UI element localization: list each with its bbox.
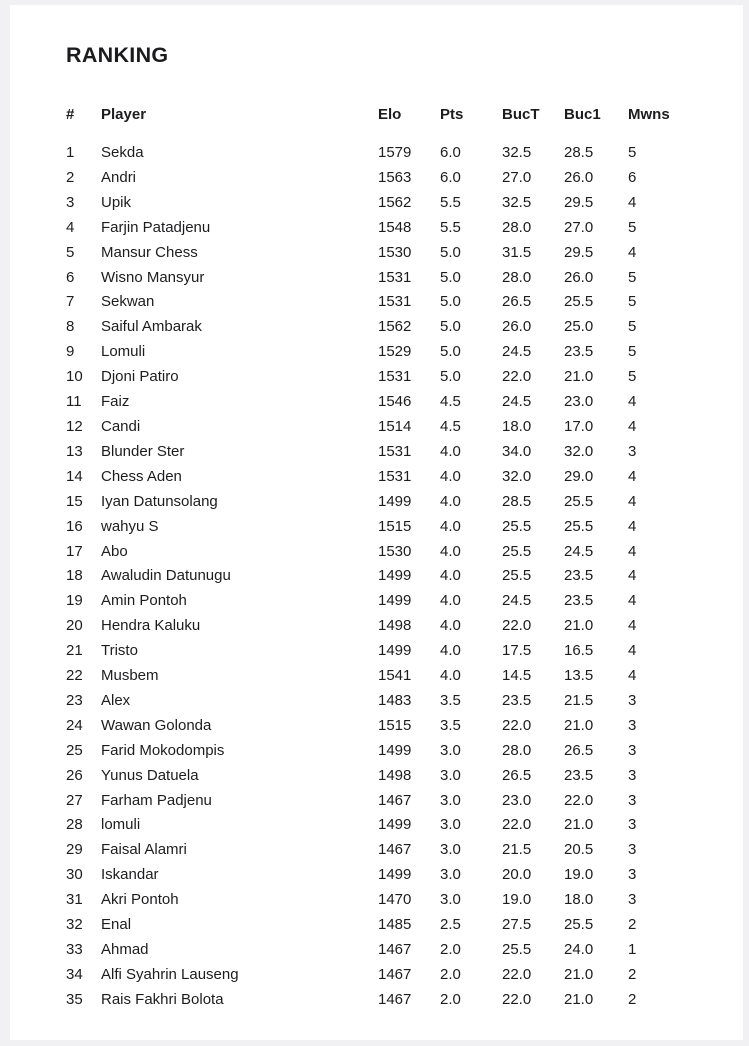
cell-player: Abo — [101, 542, 128, 560]
cell-mwns: 5 — [628, 218, 637, 236]
cell-player: Akri Pontoh — [101, 891, 179, 909]
table-row — [66, 241, 688, 266]
cell-buc1: 26.0 — [564, 168, 594, 186]
cell-mwns: 4 — [628, 467, 637, 485]
cell-elo: 1530 — [378, 243, 412, 261]
cell-elo: 1562 — [378, 318, 412, 336]
cell-elo: 1530 — [378, 542, 412, 560]
cell-player: Amin Pontoh — [101, 592, 187, 610]
cell-buct: 18.0 — [502, 417, 532, 435]
cell-pts: 4.5 — [440, 417, 461, 435]
cell-buct: 21.5 — [502, 841, 532, 859]
cell-elo: 1467 — [378, 791, 412, 809]
cell-pts: 3.0 — [440, 741, 461, 759]
cell-mwns: 4 — [628, 667, 637, 685]
table-row — [66, 266, 688, 291]
cell-buct: 23.0 — [502, 791, 532, 809]
table-row — [66, 540, 688, 565]
cell-elo: 1541 — [378, 667, 412, 685]
cell-mwns: 6 — [628, 168, 637, 186]
cell-player: Wawan Golonda — [101, 716, 212, 734]
cell-elo: 1499 — [378, 567, 412, 585]
cell-mwns: 3 — [628, 791, 637, 809]
ranking-table — [66, 103, 688, 1013]
cell-buc1: 21.0 — [564, 965, 594, 983]
cell-pts: 4.0 — [440, 467, 461, 485]
cell-elo: 1467 — [378, 841, 412, 859]
cell-player: Alfi Syahrin Lauseng — [101, 965, 239, 983]
cell-pts: 4.0 — [440, 542, 461, 560]
table-row — [66, 490, 688, 515]
cell-player: Sekda — [101, 144, 144, 161]
cell-buc1: 25.5 — [564, 492, 594, 510]
cell-buc1: 24.0 — [564, 941, 594, 958]
cell-player: Upik — [101, 193, 132, 211]
cell-elo: 1529 — [378, 343, 412, 361]
cell-buct: 28.0 — [502, 741, 532, 759]
table-row — [66, 838, 688, 863]
cell-pts: 4.0 — [440, 642, 461, 660]
cell-buct: 24.5 — [502, 592, 532, 610]
cell-rank: 24 — [66, 716, 83, 734]
table-row — [66, 564, 688, 589]
cell-mwns: 5 — [628, 343, 637, 361]
cell-buc1: 21.0 — [564, 716, 594, 734]
cell-buc1: 21.0 — [564, 816, 594, 834]
cell-buct: 22.0 — [502, 990, 532, 1008]
cell-mwns: 3 — [628, 716, 637, 734]
cell-rank: 33 — [66, 941, 83, 958]
cell-buct: 14.5 — [502, 667, 532, 685]
cell-pts: 5.0 — [440, 368, 461, 386]
cell-buct: 23.5 — [502, 691, 532, 709]
cell-buc1: 23.5 — [564, 592, 594, 610]
cell-pts: 4.0 — [440, 442, 461, 460]
table-row — [66, 216, 688, 241]
cell-rank: 1 — [66, 144, 75, 161]
cell-buct: 25.5 — [502, 941, 532, 958]
cell-elo: 1483 — [378, 691, 412, 709]
cell-pts: 4.0 — [440, 517, 461, 535]
cell-pts: 6.0 — [440, 168, 461, 186]
table-row — [66, 315, 688, 340]
cell-player: Rais Fakhri Bolota — [101, 990, 224, 1008]
cell-elo: 1531 — [378, 268, 412, 286]
cell-elo: 1499 — [378, 741, 412, 759]
cell-player: Saiful Ambarak — [101, 318, 202, 336]
table-row — [66, 166, 688, 191]
cell-mwns: 2 — [628, 990, 637, 1008]
cell-buct: 32.5 — [502, 144, 532, 161]
table-row — [66, 863, 688, 888]
cell-rank: 20 — [66, 617, 83, 635]
table-row — [66, 589, 688, 614]
cell-mwns: 4 — [628, 617, 637, 635]
cell-buct: 28.0 — [502, 268, 532, 286]
cell-buct: 26.0 — [502, 318, 532, 336]
cell-buc1: 29.0 — [564, 467, 594, 485]
cell-rank: 22 — [66, 667, 83, 685]
cell-elo: 1499 — [378, 866, 412, 884]
cell-buc1: 26.5 — [564, 741, 594, 759]
cell-buc1: 32.0 — [564, 442, 594, 460]
cell-mwns: 5 — [628, 318, 637, 336]
cell-mwns: 4 — [628, 492, 637, 510]
cell-rank: 2 — [66, 168, 75, 186]
cell-mwns: 3 — [628, 841, 637, 859]
cell-buct: 22.0 — [502, 965, 532, 983]
cell-rank: 17 — [66, 542, 83, 560]
cell-elo: 1531 — [378, 293, 412, 311]
cell-rank: 4 — [66, 218, 75, 236]
cell-mwns: 3 — [628, 866, 637, 884]
cell-pts: 4.0 — [440, 667, 461, 685]
cell-mwns: 5 — [628, 268, 637, 286]
cell-pts: 4.0 — [440, 617, 461, 635]
cell-buc1: 29.5 — [564, 243, 594, 261]
cell-player: wahyu S — [101, 517, 159, 535]
column-header-player: Player — [101, 106, 147, 123]
cell-elo: 1467 — [378, 941, 412, 958]
cell-elo: 1563 — [378, 168, 412, 186]
cell-rank: 31 — [66, 891, 83, 909]
table-row — [66, 714, 688, 739]
table-row — [66, 365, 688, 390]
cell-elo: 1499 — [378, 492, 412, 510]
cell-player: Farjin Patadjenu — [101, 218, 211, 236]
cell-pts: 5.5 — [440, 218, 461, 236]
cell-buc1: 25.5 — [564, 916, 594, 934]
cell-buct: 22.0 — [502, 617, 532, 635]
cell-pts: 2.5 — [440, 916, 461, 934]
cell-mwns: 4 — [628, 393, 637, 411]
table-row — [66, 938, 688, 963]
cell-buct: 25.5 — [502, 517, 532, 535]
cell-mwns: 4 — [628, 567, 637, 585]
cell-player: Djoni Patiro — [101, 368, 179, 386]
cell-buc1: 27.0 — [564, 218, 594, 236]
cell-rank: 18 — [66, 567, 83, 585]
cell-player: Musbem — [101, 667, 159, 685]
cell-rank: 26 — [66, 766, 83, 784]
cell-mwns: 3 — [628, 816, 637, 834]
cell-mwns: 2 — [628, 965, 637, 983]
cell-buct: 26.5 — [502, 293, 532, 311]
table-row — [66, 664, 688, 689]
cell-elo: 1562 — [378, 193, 412, 211]
cell-rank: 28 — [66, 816, 83, 834]
cell-rank: 11 — [66, 393, 82, 411]
cell-buct: 25.5 — [502, 542, 532, 560]
cell-player: Farid Mokodompis — [101, 741, 225, 759]
cell-player: Yunus Datuela — [101, 766, 199, 784]
cell-elo: 1499 — [378, 642, 412, 660]
cell-buct: 20.0 — [502, 866, 532, 884]
cell-pts: 5.0 — [440, 243, 461, 261]
cell-player: Lomuli — [101, 343, 146, 361]
cell-player: Iyan Datunsolang — [101, 492, 218, 510]
cell-elo: 1498 — [378, 766, 412, 784]
cell-rank: 23 — [66, 691, 83, 709]
cell-elo: 1531 — [378, 368, 412, 386]
cell-rank: 30 — [66, 866, 83, 884]
cell-buct: 28.0 — [502, 218, 532, 236]
cell-pts: 5.0 — [440, 293, 461, 311]
cell-mwns: 5 — [628, 293, 637, 311]
table-row — [66, 440, 688, 465]
cell-pts: 3.0 — [440, 841, 461, 859]
cell-rank: 15 — [66, 492, 83, 510]
column-header-buct: BucT — [502, 106, 540, 123]
table-row — [66, 988, 688, 1013]
cell-buc1: 23.5 — [564, 343, 594, 361]
cell-rank: 10 — [66, 368, 83, 386]
cell-buct: 22.0 — [502, 716, 532, 734]
cell-buc1: 21.0 — [564, 368, 594, 386]
cell-pts: 3.0 — [440, 766, 461, 784]
table-row — [66, 739, 688, 764]
table-row — [66, 614, 688, 639]
cell-player: lomuli — [101, 816, 141, 834]
table-row — [66, 290, 688, 315]
cell-rank: 7 — [66, 293, 75, 311]
cell-mwns: 2 — [628, 916, 637, 934]
cell-player: Ahmad — [101, 941, 149, 958]
cell-buc1: 26.0 — [564, 268, 594, 286]
cell-mwns: 4 — [628, 517, 637, 535]
cell-mwns: 4 — [628, 642, 637, 660]
table-row — [66, 515, 688, 540]
cell-mwns: 4 — [628, 542, 637, 560]
cell-player: Andri — [101, 168, 137, 186]
cell-buc1: 23.5 — [564, 567, 594, 585]
column-header-elo: Elo — [378, 106, 402, 123]
cell-buc1: 21.0 — [564, 617, 594, 635]
cell-rank: 27 — [66, 791, 83, 809]
cell-player: Faiz — [101, 393, 130, 411]
table-row — [66, 913, 688, 938]
cell-mwns: 5 — [628, 144, 637, 161]
cell-buc1: 21.5 — [564, 691, 594, 709]
cell-pts: 3.0 — [440, 891, 461, 909]
cell-buc1: 23.0 — [564, 393, 594, 411]
cell-rank: 35 — [66, 990, 83, 1008]
cell-buc1: 25.5 — [564, 293, 594, 311]
cell-buct: 26.5 — [502, 766, 532, 784]
cell-rank: 16 — [66, 517, 83, 535]
cell-mwns: 4 — [628, 417, 637, 435]
cell-buc1: 24.5 — [564, 542, 594, 560]
cell-rank: 14 — [66, 467, 83, 485]
cell-buct: 28.5 — [502, 492, 532, 510]
cell-player: Awaludin Datunugu — [101, 567, 231, 585]
cell-pts: 4.0 — [440, 492, 461, 510]
cell-buc1: 18.0 — [564, 891, 594, 909]
table-row — [66, 465, 688, 490]
cell-pts: 4.5 — [440, 393, 461, 411]
cell-buct: 17.5 — [502, 642, 532, 660]
cell-mwns: 4 — [628, 193, 637, 211]
cell-elo: 1546 — [378, 393, 412, 411]
cell-pts: 2.0 — [440, 990, 461, 1008]
cell-elo: 1515 — [378, 517, 412, 535]
cell-pts: 5.5 — [440, 193, 461, 211]
cell-buct: 25.5 — [502, 567, 532, 585]
cell-buc1: 19.0 — [564, 866, 594, 884]
column-header-mwns: Mwns — [628, 106, 670, 123]
cell-player: Mansur Chess — [101, 243, 198, 261]
cell-buct: 27.5 — [502, 916, 532, 934]
cell-player: Alex — [101, 691, 131, 709]
cell-pts: 5.0 — [440, 343, 461, 361]
cell-pts: 2.0 — [440, 941, 461, 958]
cell-elo: 1485 — [378, 916, 412, 934]
cell-rank: 32 — [66, 916, 83, 934]
cell-buc1: 28.5 — [564, 144, 594, 161]
cell-buc1: 25.0 — [564, 318, 594, 336]
cell-buc1: 17.0 — [564, 417, 594, 435]
cell-rank: 5 — [66, 243, 75, 261]
cell-pts: 4.0 — [440, 567, 461, 585]
cell-buct: 32.5 — [502, 193, 532, 211]
cell-player: Enal — [101, 916, 132, 934]
cell-buct: 24.5 — [502, 393, 532, 411]
cell-buct: 34.0 — [502, 442, 532, 460]
cell-buc1: 20.5 — [564, 841, 594, 859]
cell-elo: 1514 — [378, 417, 412, 435]
cell-pts: 3.5 — [440, 691, 461, 709]
cell-rank: 19 — [66, 592, 83, 610]
table-row — [66, 639, 688, 664]
cell-mwns: 3 — [628, 741, 637, 759]
cell-buc1: 22.0 — [564, 791, 594, 809]
cell-pts: 5.0 — [440, 268, 461, 286]
cell-elo: 1467 — [378, 965, 412, 983]
cell-mwns: 3 — [628, 442, 637, 460]
cell-elo: 1579 — [378, 144, 412, 161]
cell-buc1: 13.5 — [564, 667, 594, 685]
cell-rank: 29 — [66, 841, 83, 859]
cell-player: Iskandar — [101, 866, 159, 884]
table-row — [66, 813, 688, 838]
cell-buct: 32.0 — [502, 467, 532, 485]
cell-elo: 1548 — [378, 218, 412, 236]
page-title: RANKING — [66, 43, 169, 67]
cell-buct: 22.0 — [502, 368, 532, 386]
table-row — [66, 689, 688, 714]
cell-elo: 1498 — [378, 617, 412, 635]
cell-pts: 5.0 — [440, 318, 461, 336]
cell-mwns: 1 — [628, 941, 637, 958]
cell-pts: 2.0 — [440, 965, 461, 983]
cell-buc1: 25.5 — [564, 517, 594, 535]
cell-elo: 1499 — [378, 592, 412, 610]
cell-pts: 3.5 — [440, 716, 461, 734]
cell-player: Chess Aden — [101, 467, 182, 485]
cell-rank: 21 — [66, 642, 83, 660]
cell-player: Sekwan — [101, 293, 155, 311]
cell-elo: 1515 — [378, 716, 412, 734]
table-row — [66, 963, 688, 988]
table-row — [66, 764, 688, 789]
table-row — [66, 390, 688, 415]
cell-mwns: 3 — [628, 691, 637, 709]
column-header-pts: Pts — [440, 106, 464, 123]
cell-mwns: 4 — [628, 243, 637, 261]
cell-pts: 4.0 — [440, 592, 461, 610]
cell-buc1: 29.5 — [564, 193, 594, 211]
cell-buct: 27.0 — [502, 168, 532, 186]
ranking-page — [10, 5, 743, 1040]
cell-player: Faisal Alamri — [101, 841, 187, 859]
cell-mwns: 4 — [628, 592, 637, 610]
cell-buct: 19.0 — [502, 891, 532, 909]
table-row — [66, 340, 688, 365]
column-header-rank: # — [66, 106, 75, 123]
column-header-buc1: Buc1 — [564, 106, 601, 123]
cell-elo: 1499 — [378, 816, 412, 834]
cell-rank: 6 — [66, 268, 75, 286]
cell-rank: 9 — [66, 343, 75, 361]
cell-rank: 8 — [66, 318, 75, 336]
cell-player: Tristo — [101, 642, 138, 660]
table-body — [66, 141, 688, 1013]
cell-rank: 34 — [66, 965, 83, 983]
cell-rank: 12 — [66, 417, 83, 435]
table-row — [66, 415, 688, 440]
table-row — [66, 141, 688, 166]
cell-buc1: 21.0 — [564, 990, 594, 1008]
cell-pts: 6.0 — [440, 144, 461, 161]
cell-player: Hendra Kaluku — [101, 617, 201, 635]
cell-rank: 3 — [66, 193, 75, 211]
cell-buct: 24.5 — [502, 343, 532, 361]
cell-pts: 3.0 — [440, 816, 461, 834]
table-row — [66, 888, 688, 913]
cell-buc1: 16.5 — [564, 642, 594, 660]
cell-buct: 22.0 — [502, 816, 532, 834]
table-header-row — [66, 103, 688, 141]
cell-elo: 1531 — [378, 467, 412, 485]
table-row — [66, 191, 688, 216]
cell-rank: 13 — [66, 442, 83, 460]
cell-pts: 3.0 — [440, 791, 461, 809]
cell-player: Candi — [101, 417, 141, 435]
cell-elo: 1531 — [378, 442, 412, 460]
cell-player: Farham Padjenu — [101, 791, 212, 809]
cell-buc1: 23.5 — [564, 766, 594, 784]
cell-rank: 25 — [66, 741, 83, 759]
cell-pts: 3.0 — [440, 866, 461, 884]
cell-player: Wisno Mansyur — [101, 268, 205, 286]
cell-mwns: 3 — [628, 766, 637, 784]
cell-player: Blunder Ster — [101, 442, 185, 460]
cell-mwns: 3 — [628, 891, 637, 909]
cell-buct: 31.5 — [502, 243, 532, 261]
cell-elo: 1470 — [378, 891, 412, 909]
cell-mwns: 5 — [628, 368, 637, 386]
cell-elo: 1467 — [378, 990, 412, 1008]
table-row — [66, 789, 688, 814]
